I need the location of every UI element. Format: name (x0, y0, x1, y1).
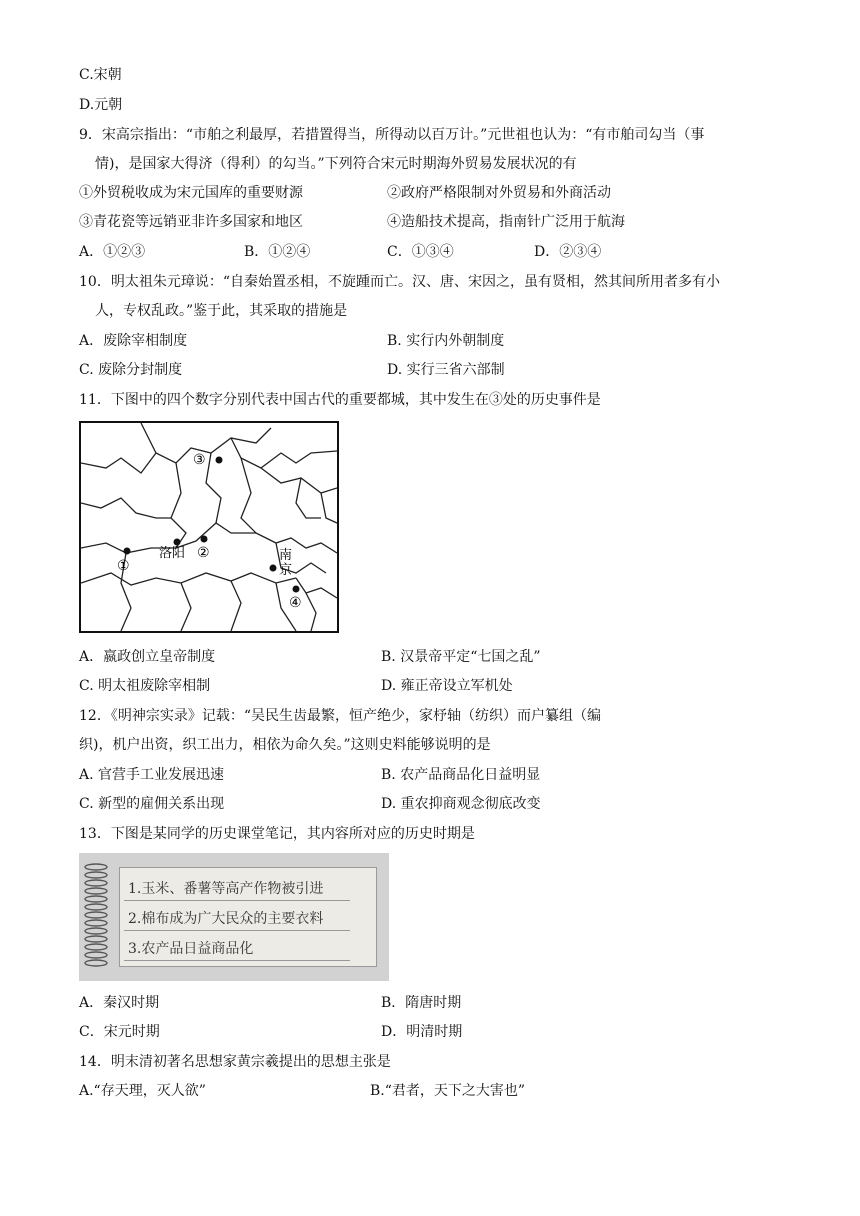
q11-option-b: B. 汉景帝平定“七国之乱” (381, 649, 541, 665)
q13-option-d: D．明清时期 (381, 1024, 463, 1040)
q8-option-d: D.元朝 (79, 97, 123, 113)
q13-option-c: C．宋元时期 (79, 1024, 160, 1040)
q12-option-c: C. 新型的雇佣关系出现 (79, 796, 225, 812)
q13-option-b: B．隋唐时期 (381, 995, 462, 1011)
q14-stem: 14．明末清初著名思想家黄宗羲提出的思想主张是 (79, 1054, 391, 1070)
city-dot-nanjing (270, 565, 277, 572)
city-dot-1 (124, 548, 131, 555)
map-label-nan: 南 (279, 548, 293, 563)
q12-option-b: B. 农产品商品化日益明显 (381, 767, 541, 783)
q10-option-c: C. 废除分封制度 (79, 362, 183, 378)
map-label-2: ② (197, 545, 210, 561)
q11-stem: 11．下图中的四个数字分别代表中国古代的重要都城，其中发生在③处的历史事件是 (79, 392, 601, 408)
q12-option-a: A. 官营手工业发展迅速 (79, 767, 225, 783)
map-label-luoyang: 洛阳 (159, 546, 186, 561)
note-paper (119, 867, 377, 967)
q12-stem-line1: 12．《明神宗实录》记载：“吴民生齿最繁，恒产绝少，家杼轴（纺织）而户纂组（编 (79, 708, 601, 724)
q14-option-a: A.“存天理，灭人欲” (79, 1083, 206, 1099)
q9-stem-line2: 情)，是国家大得济（得利）的勾当。”下列符合宋元时期海外贸易发展状况的有 (95, 156, 577, 172)
map-label-4: ④ (289, 595, 302, 611)
q11-option-c: C. 明太祖废除宰相制 (79, 678, 211, 694)
q9-option-c: C．①③④ (387, 244, 454, 260)
china-capitals-map (79, 421, 339, 633)
map-label-1: ① (117, 558, 130, 574)
q13-option-a: A．秦汉时期 (79, 995, 160, 1011)
note-line-2: 2.棉布成为广大民众的主要衣料 (128, 911, 324, 927)
class-notes-image (79, 853, 389, 981)
city-dot-2 (201, 536, 208, 543)
map-outline (81, 423, 337, 631)
q9-statement-1: ①外贸税收成为宋元国库的重要财源 (79, 185, 303, 201)
q9-option-a: A．①②③ (79, 244, 146, 260)
q13-stem: 13．下图是某同学的历史课堂笔记，其内容所对应的历史时期是 (79, 826, 475, 842)
q9-statement-3: ③青花瓷等远销亚非许多国家和地区 (79, 214, 303, 230)
q10-option-a: A．废除宰相制度 (79, 333, 188, 349)
map-label-jing: 京 (279, 563, 293, 578)
note-line-1: 1.玉米、番薯等高产作物被引进 (128, 881, 324, 897)
q11-option-a: A．嬴政创立皇帝制度 (79, 649, 216, 665)
q9-option-d: D．②③④ (534, 244, 602, 260)
q9-statement-4: ④造船技术提高，指南针广泛用于航海 (387, 214, 625, 230)
q9-stem-line1: 9．宋高宗指出：“市舶之利最厚，若措置得当，所得动以百万计。”元世祖也认为：“有市舶司勾当（事 (79, 127, 705, 143)
notebook-spiral (81, 861, 111, 973)
q8-option-c: C.宋朝 (79, 67, 122, 83)
q10-option-d: D. 实行三省六部制 (387, 362, 505, 378)
q10-option-b: B. 实行内外朝制度 (387, 333, 505, 349)
q9-option-b: B．①②④ (244, 244, 311, 260)
city-dot-3 (216, 457, 223, 464)
q12-stem-line2: 织)，机户出资，织工出力，相依为命久矣。”这则史料能够说明的是 (79, 737, 491, 753)
q12-option-d: D. 重农抑商观念彻底改变 (381, 796, 541, 812)
q9-statement-2: ②政府严格限制对外贸易和外商活动 (387, 185, 611, 201)
note-line-3: 3.农产品日益商品化 (128, 941, 254, 957)
q10-stem-line2: 人，专权乱政。”鉴于此，其采取的措施是 (95, 303, 348, 319)
city-dot-luoyang (174, 539, 181, 546)
city-dot-4 (293, 586, 300, 593)
q14-option-b: B.“君者，天下之大害也” (370, 1083, 526, 1099)
map-label-3: ③ (193, 452, 206, 468)
q11-option-d: D. 雍正帝设立军机处 (381, 678, 513, 694)
q10-stem-line1: 10．明太祖朱元璋说：“自秦始置丞相，不旋踵而亡。汉、唐、宋因之，虽有贤相，然其间所用者多有小 (79, 274, 720, 290)
